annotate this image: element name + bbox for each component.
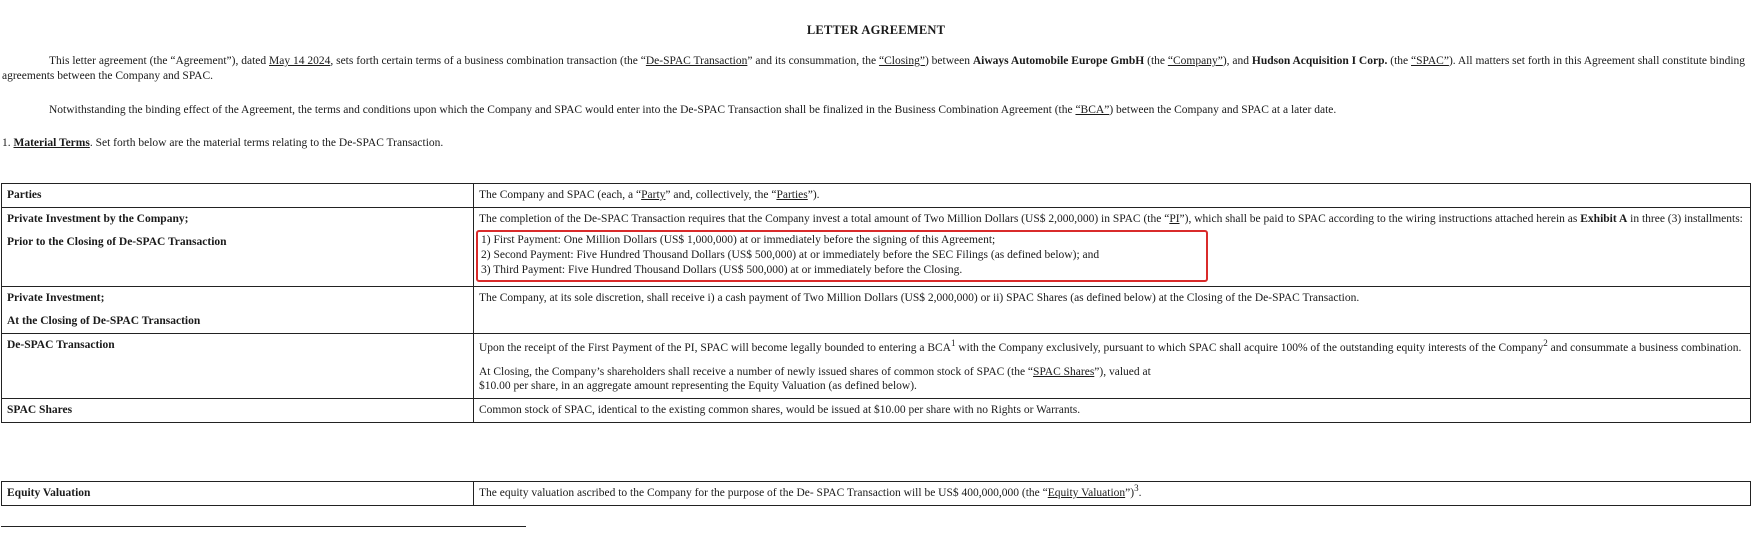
- closing-term: “Closing”: [878, 55, 925, 67]
- text: Notwithstanding the binding effect of the Agreement, the terms and conditions upon which the Company and SPAC would enter into the De-SPAC Transaction shall be finalized in the Business Combination Agreement (the: [49, 104, 1076, 116]
- equity-valuation-table: [1, 481, 1751, 506]
- label-line: Private Investment by the Company;: [7, 212, 189, 225]
- text: The completion of the De-SPAC Transaction requires that the Company invest a total amount of Two Million Dollars (US$ 2,000,000) in SPAC (the “: [479, 212, 1170, 225]
- installment-item: 1) First Payment: One Million Dollars (US$ 1,000,000) at or immediately before the signing of this Agreement;: [481, 233, 996, 246]
- label-line: At the Closing of De-SPAC Transaction: [7, 314, 201, 327]
- text: ) between: [924, 55, 973, 67]
- equity-valuation-term: Equity Valuation: [1047, 487, 1126, 499]
- spac-name: Hudson Acquisition I Corp.: [1251, 55, 1388, 67]
- text: , sets forth certain terms of a business combination transaction (the “: [330, 55, 646, 67]
- investment-description: [479, 212, 1745, 227]
- installment-item: 2) Second Payment: Five Hundred Thousand Dollars (US$ 500,000) at or immediately before the SEC Filings (as defined below); and: [481, 248, 1100, 261]
- company-name: Aiways Automobile Europe GmbH: [972, 55, 1145, 67]
- despac-paragraph-1: [479, 337, 1745, 356]
- footnote-marker: 3: [1134, 483, 1139, 493]
- footnote-divider: [1, 526, 526, 527]
- text: At Closing, the Company’s shareholders shall receive a number of newly issued shares of common stock of SPAC (the “: [479, 365, 1034, 378]
- section-number: 1.: [2, 137, 14, 149]
- material-terms-table: [1, 183, 1751, 423]
- table-row-parties: [2, 184, 1751, 208]
- row-value: Common stock of SPAC, identical to the existing common shares, would be issued at $10.00 per share with no Rights or Warrants.: [474, 399, 1751, 423]
- row-label: [2, 286, 474, 333]
- footnote-marker: 1: [950, 337, 956, 348]
- exhibit-reference: Exhibit A: [1580, 212, 1628, 225]
- text: Upon the receipt of the First Payment of the PI, SPAC will become legally bounded to entering a BCA: [479, 341, 951, 354]
- row-label: SPAC Shares: [2, 399, 474, 423]
- footnote-marker: 2: [1543, 337, 1548, 348]
- row-label: Parties: [2, 184, 474, 208]
- binding-effect-paragraph: [2, 103, 1750, 118]
- text: ). All matters set forth in this Agreement shall constitute binding agreements between the Company and SPAC.: [2, 55, 1746, 82]
- table-row-despac-transaction: [2, 333, 1751, 399]
- text: (the: [1144, 55, 1168, 67]
- text: ”), valued at: [1094, 365, 1151, 378]
- text: .: [1138, 487, 1142, 499]
- spac-term: “SPAC”: [1411, 55, 1449, 67]
- text: in three (3) installments:: [1627, 212, 1743, 225]
- spac-shares-term: SPAC Shares: [1033, 365, 1095, 378]
- table-row-private-investment-prior: [2, 207, 1751, 286]
- table-row-private-investment-closing: [2, 286, 1751, 333]
- section-title: Material Terms: [13, 137, 90, 149]
- text: ” and its consummation, the: [747, 55, 879, 67]
- text: . Set forth below are the material terms relating to the De-SPAC Transaction.: [89, 137, 444, 149]
- table-row-equity-valuation: [2, 482, 1751, 506]
- text: $10.00 per share, in an aggregate amount representing the Equity Valuation (as defined below).: [479, 380, 917, 393]
- text: The Company and SPAC (each, a “: [479, 189, 642, 201]
- row-value: [474, 333, 1751, 399]
- row-value: [474, 184, 1751, 208]
- text: with the Company exclusively, pursuant to which SPAC shall acquire 100% of the outstanding equity interests of the Company: [955, 341, 1544, 354]
- text: ”), which shall be paid to SPAC according to the wiring instructions attached herein as: [1179, 212, 1581, 225]
- installments-highlight-box: [476, 230, 1208, 282]
- intro-paragraph: [2, 54, 1750, 84]
- table-row-spac-shares: [2, 399, 1751, 423]
- row-label: De-SPAC Transaction: [2, 333, 474, 399]
- text: ” and, collectively, the “: [665, 189, 777, 201]
- text: ”).: [807, 189, 820, 201]
- text: ”): [1125, 487, 1135, 499]
- row-value: The Company, at its sole discretion, shall receive i) a cash payment of Two Million Dollars (US$ 2,000,000) or ii) SPAC Shares (as defined below) at the Closing of the De-SPAC Transaction.: [474, 286, 1751, 333]
- installment-item: 3) Third Payment: Five Hundred Thousand Dollars (US$ 500,000) at or immediately before the Closing.: [481, 263, 963, 276]
- label-line: Private Investment;: [7, 291, 105, 304]
- text: This letter agreement (the “Agreement”), dated: [49, 55, 269, 67]
- bca-term: “BCA”: [1075, 104, 1110, 116]
- row-value: [474, 207, 1751, 286]
- parties-term: Parties: [776, 189, 808, 201]
- row-label: Equity Valuation: [2, 482, 474, 506]
- label-line: Prior to the Closing of De-SPAC Transaction: [7, 235, 227, 248]
- party-term: Party: [641, 189, 666, 201]
- text: and consummate a business combination.: [1547, 341, 1742, 354]
- despac-paragraph-2: [479, 365, 1745, 395]
- text: ) between the Company and SPAC at a later date.: [1109, 104, 1337, 116]
- despac-term: De-SPAC Transaction: [645, 55, 748, 67]
- company-term: “Company”: [1167, 55, 1223, 67]
- row-label: [2, 207, 474, 286]
- section-1-heading: [2, 136, 1750, 151]
- text: ), and: [1222, 55, 1252, 67]
- agreement-date: May 14 2024: [269, 55, 331, 67]
- text: (the: [1387, 55, 1412, 67]
- pi-term: PI: [1169, 212, 1180, 225]
- document-title: LETTER AGREEMENT: [806, 23, 946, 37]
- row-value: [474, 482, 1751, 506]
- text: The equity valuation ascribed to the Company for the purpose of the De- SPAC Transaction will be US$ 400,000,000 (the “: [479, 487, 1048, 499]
